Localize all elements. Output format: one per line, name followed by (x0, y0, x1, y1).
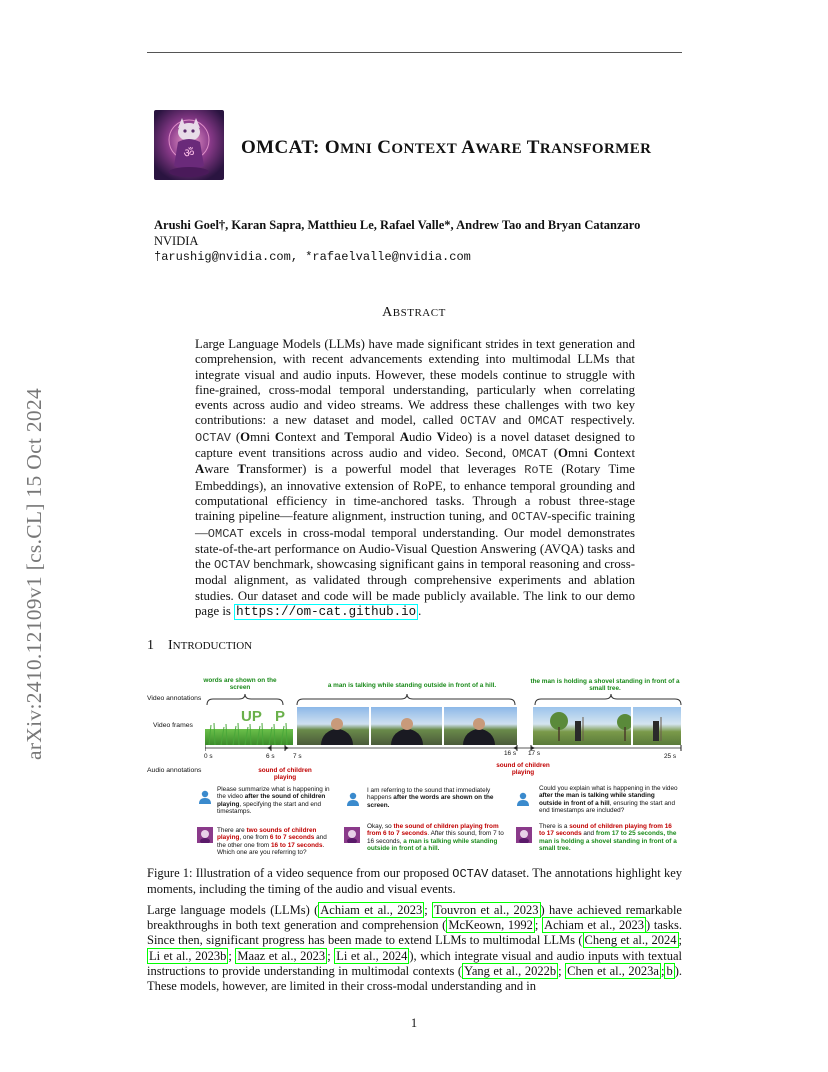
demo-page-link[interactable]: https://om-cat.github.io (236, 605, 417, 620)
citation-link[interactable]: Achiam et al., 2023 (320, 903, 423, 917)
user-icon (517, 792, 529, 806)
question-3: Could you explain what is happening in the video after the man is talking while standing outside in front of a hill, ensuring the start and end timestamps are included? (539, 785, 678, 815)
om-cat-avatar-icon (344, 827, 360, 843)
answer-1: There are two sounds of children playing, one from 6 to 7 seconds and the other one from 16 to 17 seconds. Which one are you referring to? (217, 827, 327, 857)
author-list: Arushi Goel†, Karan Sapra, Matthieu Le, Rafael Valle*, Andrew Tao and Bryan Catanzaro (154, 218, 641, 232)
arxiv-stamp-text: arXiv:2410.12109v1 [cs.CL] 15 Oct 2024 (22, 387, 46, 760)
om-cat-avatar-icon (516, 827, 532, 843)
answer-2: Okay, so the sound of children playing from from 6 to 7 seconds. After this sound, from 7 to 16 seconds, a man is talking while standing outside in front of a hill. (367, 823, 504, 853)
user-icon (347, 792, 359, 806)
frame-text-up: UP (241, 708, 262, 725)
figure-caption: Figure 1: Illustration of a video sequence from our proposed OCTAV dataset. The annotations highlight key moments, including the timing of the audio and visual events. (147, 866, 682, 896)
abstract-heading: ABSTRACT (382, 305, 446, 320)
citation-link[interactable]: McKeown, 1992 (448, 918, 533, 933)
timeline-axis (205, 745, 683, 765)
question-1: Please summarize what is happening in the video after the sound of children playing, specifying the start and end timestamps. (217, 786, 330, 816)
video-annotation-2: a man is talking while standing outside in front of a hill. (327, 682, 497, 689)
page-number: 1 (410, 1016, 418, 1030)
citation-link[interactable]: Li et al., 2024 (336, 948, 408, 963)
paper-title: OMCAT: OMNI CONTEXT AWARE TRANSFORMER (241, 137, 652, 158)
svg-text:ॐ: ॐ (183, 146, 195, 160)
citation-link[interactable]: Touvron et al., 2023 (434, 903, 539, 917)
row-label-video-frames: Video frames (153, 722, 193, 729)
abstract-body: Large Language Models (LLMs) have made significant strides in text generation and comprehension, with recent advancements extending into multimodal LLMs that integrate visual and audio inputs. However, these models continue to struggle with fine-grained, cross-modal temporal understanding, particularly when correlating events across audio and video streams. We address these challenges with two key contributions: a new dataset and model, called OCTAV and OMCAT respectively. OCTAV (Omni Context and Temporal Audio Video) is a novel dataset designed to capture event transitions across audio and video. Second, OMCAT (Omni Context Aware Transformer) is a powerful model that leverages RoTE (Rotary Time Embeddings), an innovative extension of RoPE, to enhance temporal grounding and computational efficiency in time-anchored tasks. Through a robust three-stage training pipeline—feature alignment, instruction tuning, and OCTAV-specific training—OMCAT excels in cross-modal temporal understanding. Our model demonstrates state-of-the-art performance on Audio-Visual Question Answering (AVQA) tasks and the OCTAV benchmark, showcasing significant gains in temporal reasoning and cross-modal alignment, as validated through comprehensive experiments and ablation studies. Our dataset and code will be made publicly available. The link to our demo page is https://om-cat.github.io . (195, 337, 636, 620)
user-icon (199, 790, 211, 804)
row-label-video-annotations: Video annotations (147, 695, 202, 702)
affiliation: NVIDIA (154, 234, 199, 248)
citation-link[interactable]: Li et al., 2023b (149, 948, 227, 963)
citation-link[interactable]: Achiam et al., 2023 (544, 918, 645, 933)
tick-7s: 7 s (293, 753, 302, 760)
audio-annotation-2: sound of children playing (496, 762, 550, 777)
figure-1 (147, 676, 682, 866)
video-annotation-3: the man is holding a shovel standing in front of a small tree. (530, 678, 680, 693)
om-cat-logo-icon (154, 110, 224, 180)
frame-words-on-screen (205, 707, 293, 745)
citation-link[interactable]: Chen et al., 2023a (567, 963, 659, 978)
frame-man-with-shovel (533, 707, 681, 745)
citation-link[interactable]: b (666, 963, 673, 978)
citation-link[interactable]: Yang et al., 2022b (464, 963, 557, 978)
video-annotation-1: words are shown on the screen (203, 677, 277, 692)
arxiv-stamp (22, 300, 62, 760)
citation-link[interactable]: Cheng et al., 2024 (584, 933, 677, 948)
row-label-audio-annotations: Audio annotations (147, 767, 202, 774)
audio-annotation-1: sound of children playing (258, 767, 312, 782)
om-cat-avatar-icon (197, 827, 213, 843)
tick-25s: 25 s (664, 753, 677, 760)
tick-0s: 0 s (204, 753, 213, 760)
tick-16s: 16 s (504, 750, 517, 757)
tick-6s: 6 s (266, 753, 275, 760)
annotation-braces (205, 693, 683, 707)
frame-man-talking (297, 707, 517, 745)
citation-link[interactable]: Maaz et al., 2023 (237, 948, 326, 963)
introduction-paragraph: Large language models (LLMs) ( Achiam et al., 2023 ; Touvron et al., 2023 ) have achieved remarkable breakthroughs in both text generation and comprehension ( McKeown, 1992 ; Achiam et al., 2023 ) tasks. Since then, significant progress has been made to extend LLMs to multimodal LLMs ( Cheng et al., 2024 ; Li et al., 2023b ; Maaz et al., 2023 ; Li et al., 2024 ), which integrate visual and audio inputs with textual instructions to provide understanding in multimodal contexts ( Yang et al., 2022b ; Chen et al., 2023a ; b ). These models, however, are limited in their cross-modal understanding and in (147, 903, 683, 994)
section-heading-introduction: 1 INTRODUCTION (147, 638, 253, 653)
top-rule (147, 52, 682, 53)
author-emails: †arushig@nvidia.com, *rafaelvalle@nvidia.com (154, 250, 471, 264)
answer-3: There is a sound of children playing from 16 to 17 seconds and from 17 to 25 seconds, the man is holding a shovel standing in front of a small tree. (539, 823, 677, 853)
question-2: I am referring to the sound that immediately happens after the words are shown on the screen. (367, 787, 494, 809)
frame-text-p: P (275, 708, 286, 725)
tick-17s: 17 s (528, 750, 541, 757)
